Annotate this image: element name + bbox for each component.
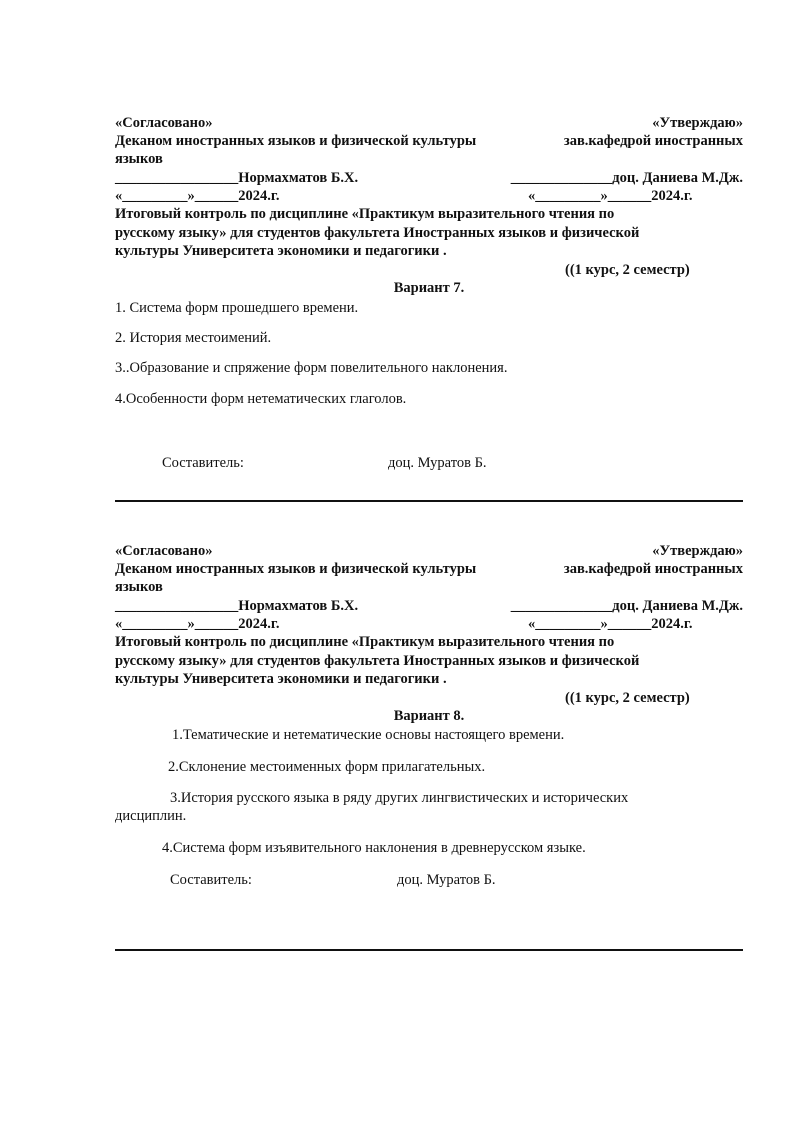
variant-title: Вариант 7.: [393, 280, 465, 296]
compiler-name: доц. Муратов Б.: [397, 872, 496, 888]
head-signature: ______________доц. Даниева М.Дж.: [510, 170, 743, 186]
question-3-cont: дисциплин.: [115, 808, 187, 824]
variant-block-7: [115, 114, 743, 494]
approved-label: «Утверждаю»: [652, 543, 743, 559]
title-line-3: культуры Университета экономики и педагогики .: [115, 243, 447, 259]
title-line-1: Итоговый контроль по дисциплине «Практикум выразительного чтения по: [115, 206, 615, 222]
dean-signature: _________________Нормахматов Б.Х.: [115, 598, 359, 614]
dean-date: «_________»______2024.г.: [115, 616, 280, 632]
agreed-label: «Согласовано»: [115, 115, 213, 131]
variant-title: Вариант 8.: [393, 708, 465, 724]
dean-line-cont: языков: [115, 151, 163, 167]
compiler-name: доц. Муратов Б.: [388, 455, 487, 471]
title-line-1: Итоговый контроль по дисциплине «Практикум выразительного чтения по: [115, 634, 615, 650]
head-line: зав.кафедрой иностранных: [563, 133, 743, 149]
head-date: «_________»______2024.г.: [528, 616, 693, 632]
question-3: 3..Образование и спряжение форм повелительного наклонения.: [115, 360, 508, 376]
question-1: 1. Система форм прошедшего времени.: [115, 300, 359, 316]
compiler-label: Составитель:: [162, 455, 244, 471]
compiler-label: Составитель:: [170, 872, 252, 888]
question-4: 4.Система форм изъявительного наклонения в древнерусском языке.: [162, 840, 586, 856]
variant-block-8: [115, 542, 743, 902]
title-line-2: русскому языку» для студентов факультета Иностранных языков и физической: [115, 225, 640, 241]
dean-date: «_________»______2024.г.: [115, 188, 280, 204]
dean-line: Деканом иностранных языков и физической культуры: [115, 561, 477, 577]
question-2: 2. История местоимений.: [115, 330, 272, 346]
dean-line: Деканом иностранных языков и физической культуры: [115, 133, 477, 149]
dean-signature: _________________Нормахматов Б.Х.: [115, 170, 359, 186]
course-label: ((1 курс, 2 семестр): [565, 262, 690, 278]
head-date: «_________»______2024.г.: [528, 188, 693, 204]
title-line-2: русскому языку» для студентов факультета Иностранных языков и физической: [115, 653, 640, 669]
title-line-3: культуры Университета экономики и педагогики .: [115, 671, 447, 687]
approved-label: «Утверждаю»: [652, 115, 743, 131]
question-1: 1.Тематические и нетематические основы настоящего времени.: [172, 727, 565, 743]
dean-line-cont: языков: [115, 579, 163, 595]
question-3: 3.История русского языка в ряду других лингвистических и исторических: [170, 790, 629, 806]
question-2: 2.Склонение местоименных форм прилагательных.: [168, 759, 486, 775]
divider-line: [115, 949, 743, 951]
divider-line: [115, 500, 743, 502]
head-line: зав.кафедрой иностранных: [563, 561, 743, 577]
agreed-label: «Согласовано»: [115, 543, 213, 559]
question-4: 4.Особенности форм нетематических глаголов.: [115, 391, 407, 407]
head-signature: ______________доц. Даниева М.Дж.: [510, 598, 743, 614]
course-label: ((1 курс, 2 семестр): [565, 690, 690, 706]
